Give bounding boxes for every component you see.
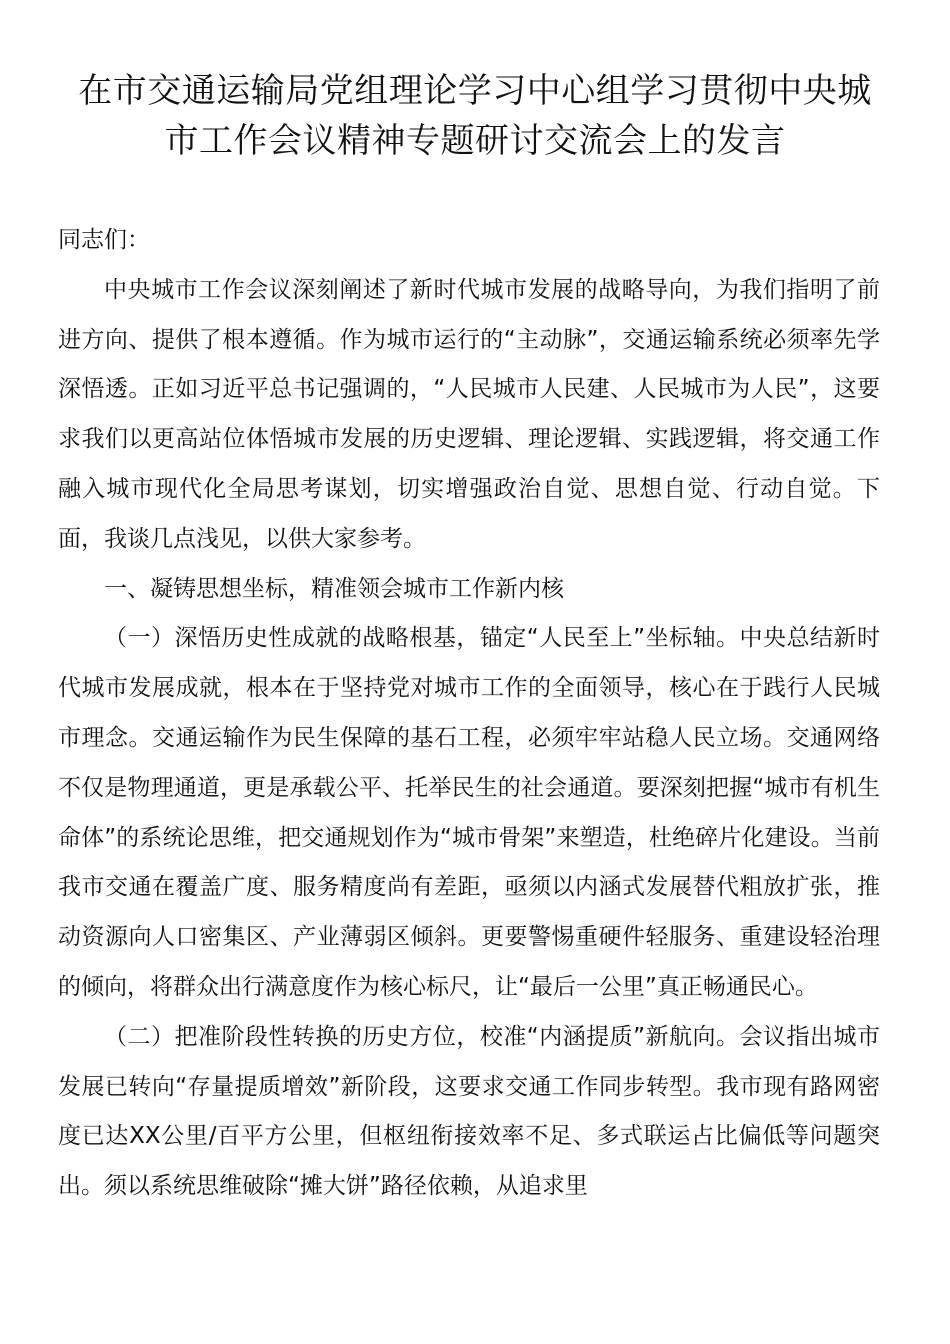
document-body <box>58 216 880 1212</box>
title-line-2: 市工作会议精神专题研讨交流会上的发言 <box>164 121 786 161</box>
title-line-1: 在市交通运输局党组理论学习中心组学习贯彻中央城 <box>78 71 872 111</box>
document-title <box>58 66 892 166</box>
subsection-paragraph-2: （二）把准阶段性转换的历史方位，校准“内涵提质”新航向。会议指出城市发展已转向“存量提质增效”新阶段，这要求交通工作同步转型。我市现有路网密度已达XX公里/百平方公里，但枢纽衔接效率不足、多式联运占比偏低等问题突出。须以系统思维破除“摊大饼”路径依赖，从追求里 <box>58 1023 880 1200</box>
intro-paragraph: 中央城市工作会议深刻阐述了新时代城市发展的战略导向，为我们指明了前进方向、提供了根本遵循。作为城市运行的“主动脉”，交通运输系统必须率先学深悟透。正如习近平总书记强调的，“人民城市人民建、人民城市为人民”，这要求我们以更高站位体悟城市发展的历史逻辑、理论逻辑、实践逻辑，将交通工作融入城市现代化全局思考谋划，切实增强政治自觉、思想自觉、行动自觉。下面，我谈几点浅见，以供大家参考。 <box>58 276 880 552</box>
salutation: 同志们： <box>58 227 150 253</box>
subsection-paragraph-1: （一）深悟历史性成就的战略根基，锚定“人民至上”坐标轴。中央总结新时代城市发展成就，根本在于坚持党对城市工作的全面领导，核心在于践行人民城市理念。交通运输作为民生保障的基石工程，必须牢牢站稳人民立场。交通网络不仅是物理通道，更是承载公平、托举民生的社会通道。要深刻把握“城市有机生命体”的系统论思维，把交通规划作为“城市骨架”来塑造，杜绝碎片化建设。当前我市交通在覆盖广度、服务精度尚有差距，亟须以内涵式发展替代粗放扩张，推动资源向人口密集区、产业薄弱区倾斜。更要警惕重硬件轻服务、重建设轻治理的倾向，将群众出行满意度作为核心标尺，让“最后一公里”真正畅通民心。 <box>58 625 880 1000</box>
section-heading-1: 一、凝铸思想坐标，精准领会城市工作新内核 <box>104 575 564 602</box>
